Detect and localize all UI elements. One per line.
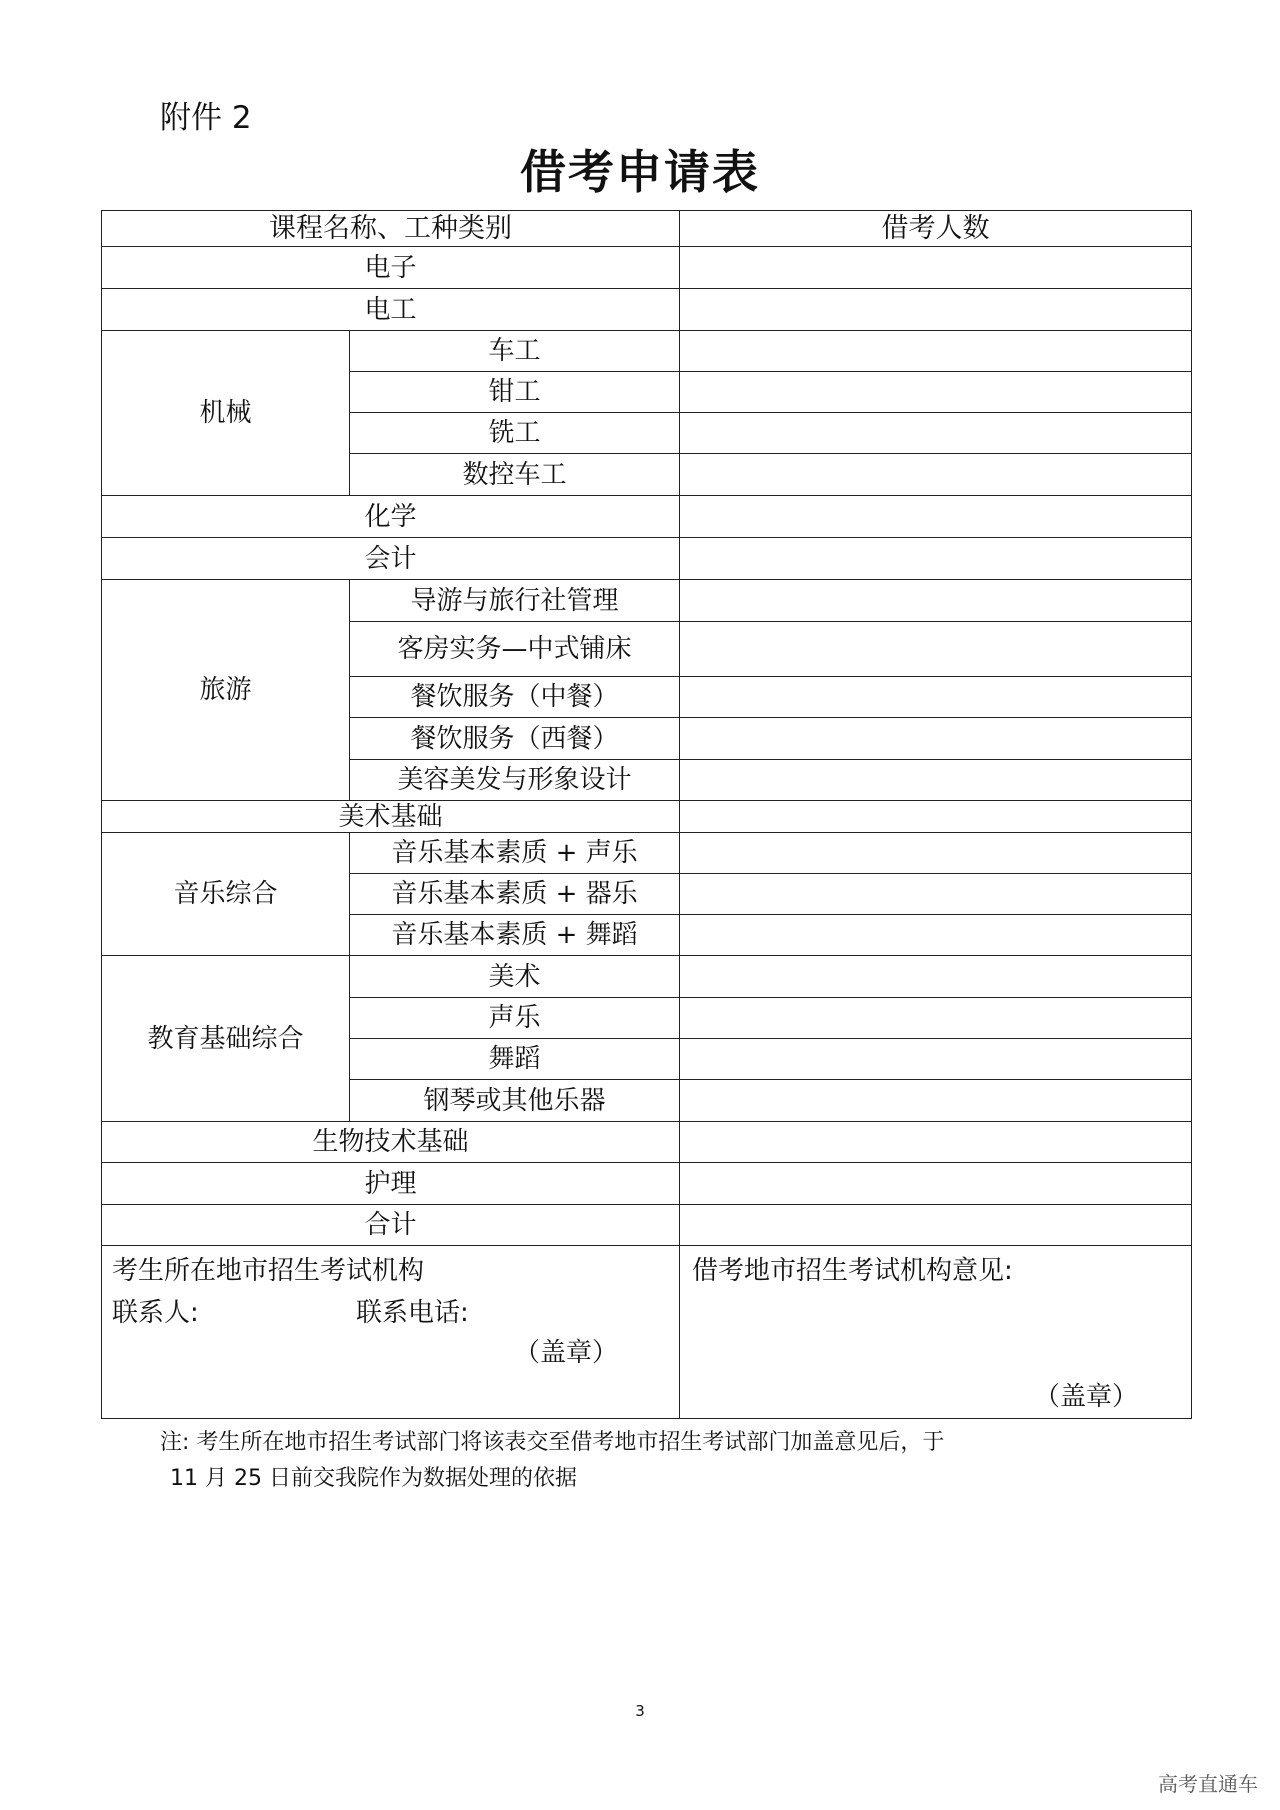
count-cell-edu-dance[interactable] <box>680 1039 1192 1080</box>
row-label-total: 合计 <box>102 1205 680 1246</box>
count-cell-edu-vocal[interactable] <box>680 998 1192 1039</box>
row-label-edu-art: 美术 <box>350 956 680 998</box>
count-cell-milling[interactable] <box>680 413 1192 454</box>
table-row <box>102 956 1192 998</box>
count-cell-music-vocal[interactable] <box>680 833 1192 874</box>
count-cell-art-basics[interactable] <box>680 801 1192 833</box>
count-cell-edu-art[interactable] <box>680 956 1192 998</box>
row-label-music-instrument: 音乐基本素质 + 器乐 <box>350 874 680 915</box>
footnote-line-2: 11 月 25 日前交我院作为数据处理的依据 <box>170 1466 577 1491</box>
host-stamp-label: （盖章） <box>1034 1382 1139 1412</box>
watermark: 高考直通车 <box>1158 1772 1258 1796</box>
table-row <box>102 801 1192 833</box>
attachment-label: 附件 2 <box>160 100 252 136</box>
row-label-chinese-catering: 餐饮服务（中餐） <box>350 677 680 718</box>
row-label-music-vocal: 音乐基本素质 + 声乐 <box>350 833 680 874</box>
page-number: 3 <box>635 1702 645 1720</box>
row-label-electronics: 电子 <box>102 247 680 289</box>
table-row <box>102 833 1192 874</box>
row-label-western-catering: 餐饮服务（西餐） <box>350 718 680 760</box>
row-label-electrician: 电工 <box>102 289 680 331</box>
count-cell-electronics[interactable] <box>680 247 1192 289</box>
group-label-music: 音乐综合 <box>102 833 350 956</box>
origin-agency-box[interactable] <box>102 1246 680 1419</box>
header-course: 课程名称、工种类别 <box>102 211 680 247</box>
count-cell-edu-piano[interactable] <box>680 1080 1192 1122</box>
row-label-edu-vocal: 声乐 <box>350 998 680 1039</box>
count-cell-nursing[interactable] <box>680 1163 1192 1205</box>
count-cell-fitter[interactable] <box>680 372 1192 413</box>
row-label-fitter: 钳工 <box>350 372 680 413</box>
count-cell-cnc-lathe[interactable] <box>680 454 1192 496</box>
group-label-education: 教育基础综合 <box>102 956 350 1122</box>
row-label-edu-dance: 舞蹈 <box>350 1039 680 1080</box>
count-cell-accounting[interactable] <box>680 538 1192 580</box>
count-cell-chinese-catering[interactable] <box>680 677 1192 718</box>
table-row <box>102 496 1192 538</box>
count-cell-music-dance[interactable] <box>680 915 1192 956</box>
contact-person-label: 联系人: <box>112 1298 199 1328</box>
footnote <box>160 1425 1120 1497</box>
host-agency-opinion-label: 借考地市招生考试机构意见: <box>692 1256 1013 1286</box>
count-cell-lathe[interactable] <box>680 331 1192 372</box>
count-cell-music-instrument[interactable] <box>680 874 1192 915</box>
row-label-housekeeping: 客房实务—中式铺床 <box>350 622 680 677</box>
row-label-beauty: 美容美发与形象设计 <box>350 760 680 801</box>
origin-stamp-label: （盖章） <box>514 1338 619 1368</box>
row-label-art-basics: 美术基础 <box>102 801 680 833</box>
count-cell-tour-guide[interactable] <box>680 580 1192 622</box>
table-row <box>102 289 1192 331</box>
table-row <box>102 1163 1192 1205</box>
origin-agency-label: 考生所在地市招生考试机构 <box>112 1256 425 1286</box>
footnote-line-1: 注: 考生所在地市招生考试部门将该表交至借考地市招生考试部门加盖意见后，于 <box>160 1430 945 1455</box>
contact-phone-label: 联系电话: <box>356 1298 469 1328</box>
table-row <box>102 247 1192 289</box>
count-cell-western-catering[interactable] <box>680 718 1192 760</box>
row-label-cnc-lathe: 数控车工 <box>350 454 680 496</box>
row-label-tour-guide: 导游与旅行社管理 <box>350 580 680 622</box>
group-label-tourism: 旅游 <box>102 580 350 801</box>
table-row <box>102 1122 1192 1163</box>
row-label-lathe: 车工 <box>350 331 680 372</box>
row-label-music-dance: 音乐基本素质 + 舞蹈 <box>350 915 680 956</box>
table-row <box>102 580 1192 622</box>
table-row <box>102 331 1192 372</box>
host-agency-opinion-box[interactable] <box>680 1246 1192 1419</box>
header-count: 借考人数 <box>680 211 1192 247</box>
signature-row <box>102 1246 1192 1419</box>
count-cell-chemistry[interactable] <box>680 496 1192 538</box>
row-label-biotech: 生物技术基础 <box>102 1122 680 1163</box>
row-label-milling: 铣工 <box>350 413 680 454</box>
count-cell-electrician[interactable] <box>680 289 1192 331</box>
row-label-nursing: 护理 <box>102 1163 680 1205</box>
count-cell-biotech[interactable] <box>680 1122 1192 1163</box>
count-cell-housekeeping[interactable] <box>680 622 1192 677</box>
count-cell-total[interactable] <box>680 1205 1192 1246</box>
application-form-table <box>101 210 1192 1419</box>
table-row <box>102 538 1192 580</box>
group-label-mechanics: 机械 <box>102 331 350 496</box>
row-label-accounting: 会计 <box>102 538 680 580</box>
row-label-edu-piano: 钢琴或其他乐器 <box>350 1080 680 1122</box>
table-row <box>102 1205 1192 1246</box>
count-cell-beauty[interactable] <box>680 760 1192 801</box>
table-header-row <box>102 211 1192 247</box>
page-title: 借考申请表 <box>520 145 760 199</box>
row-label-chemistry: 化学 <box>102 496 680 538</box>
